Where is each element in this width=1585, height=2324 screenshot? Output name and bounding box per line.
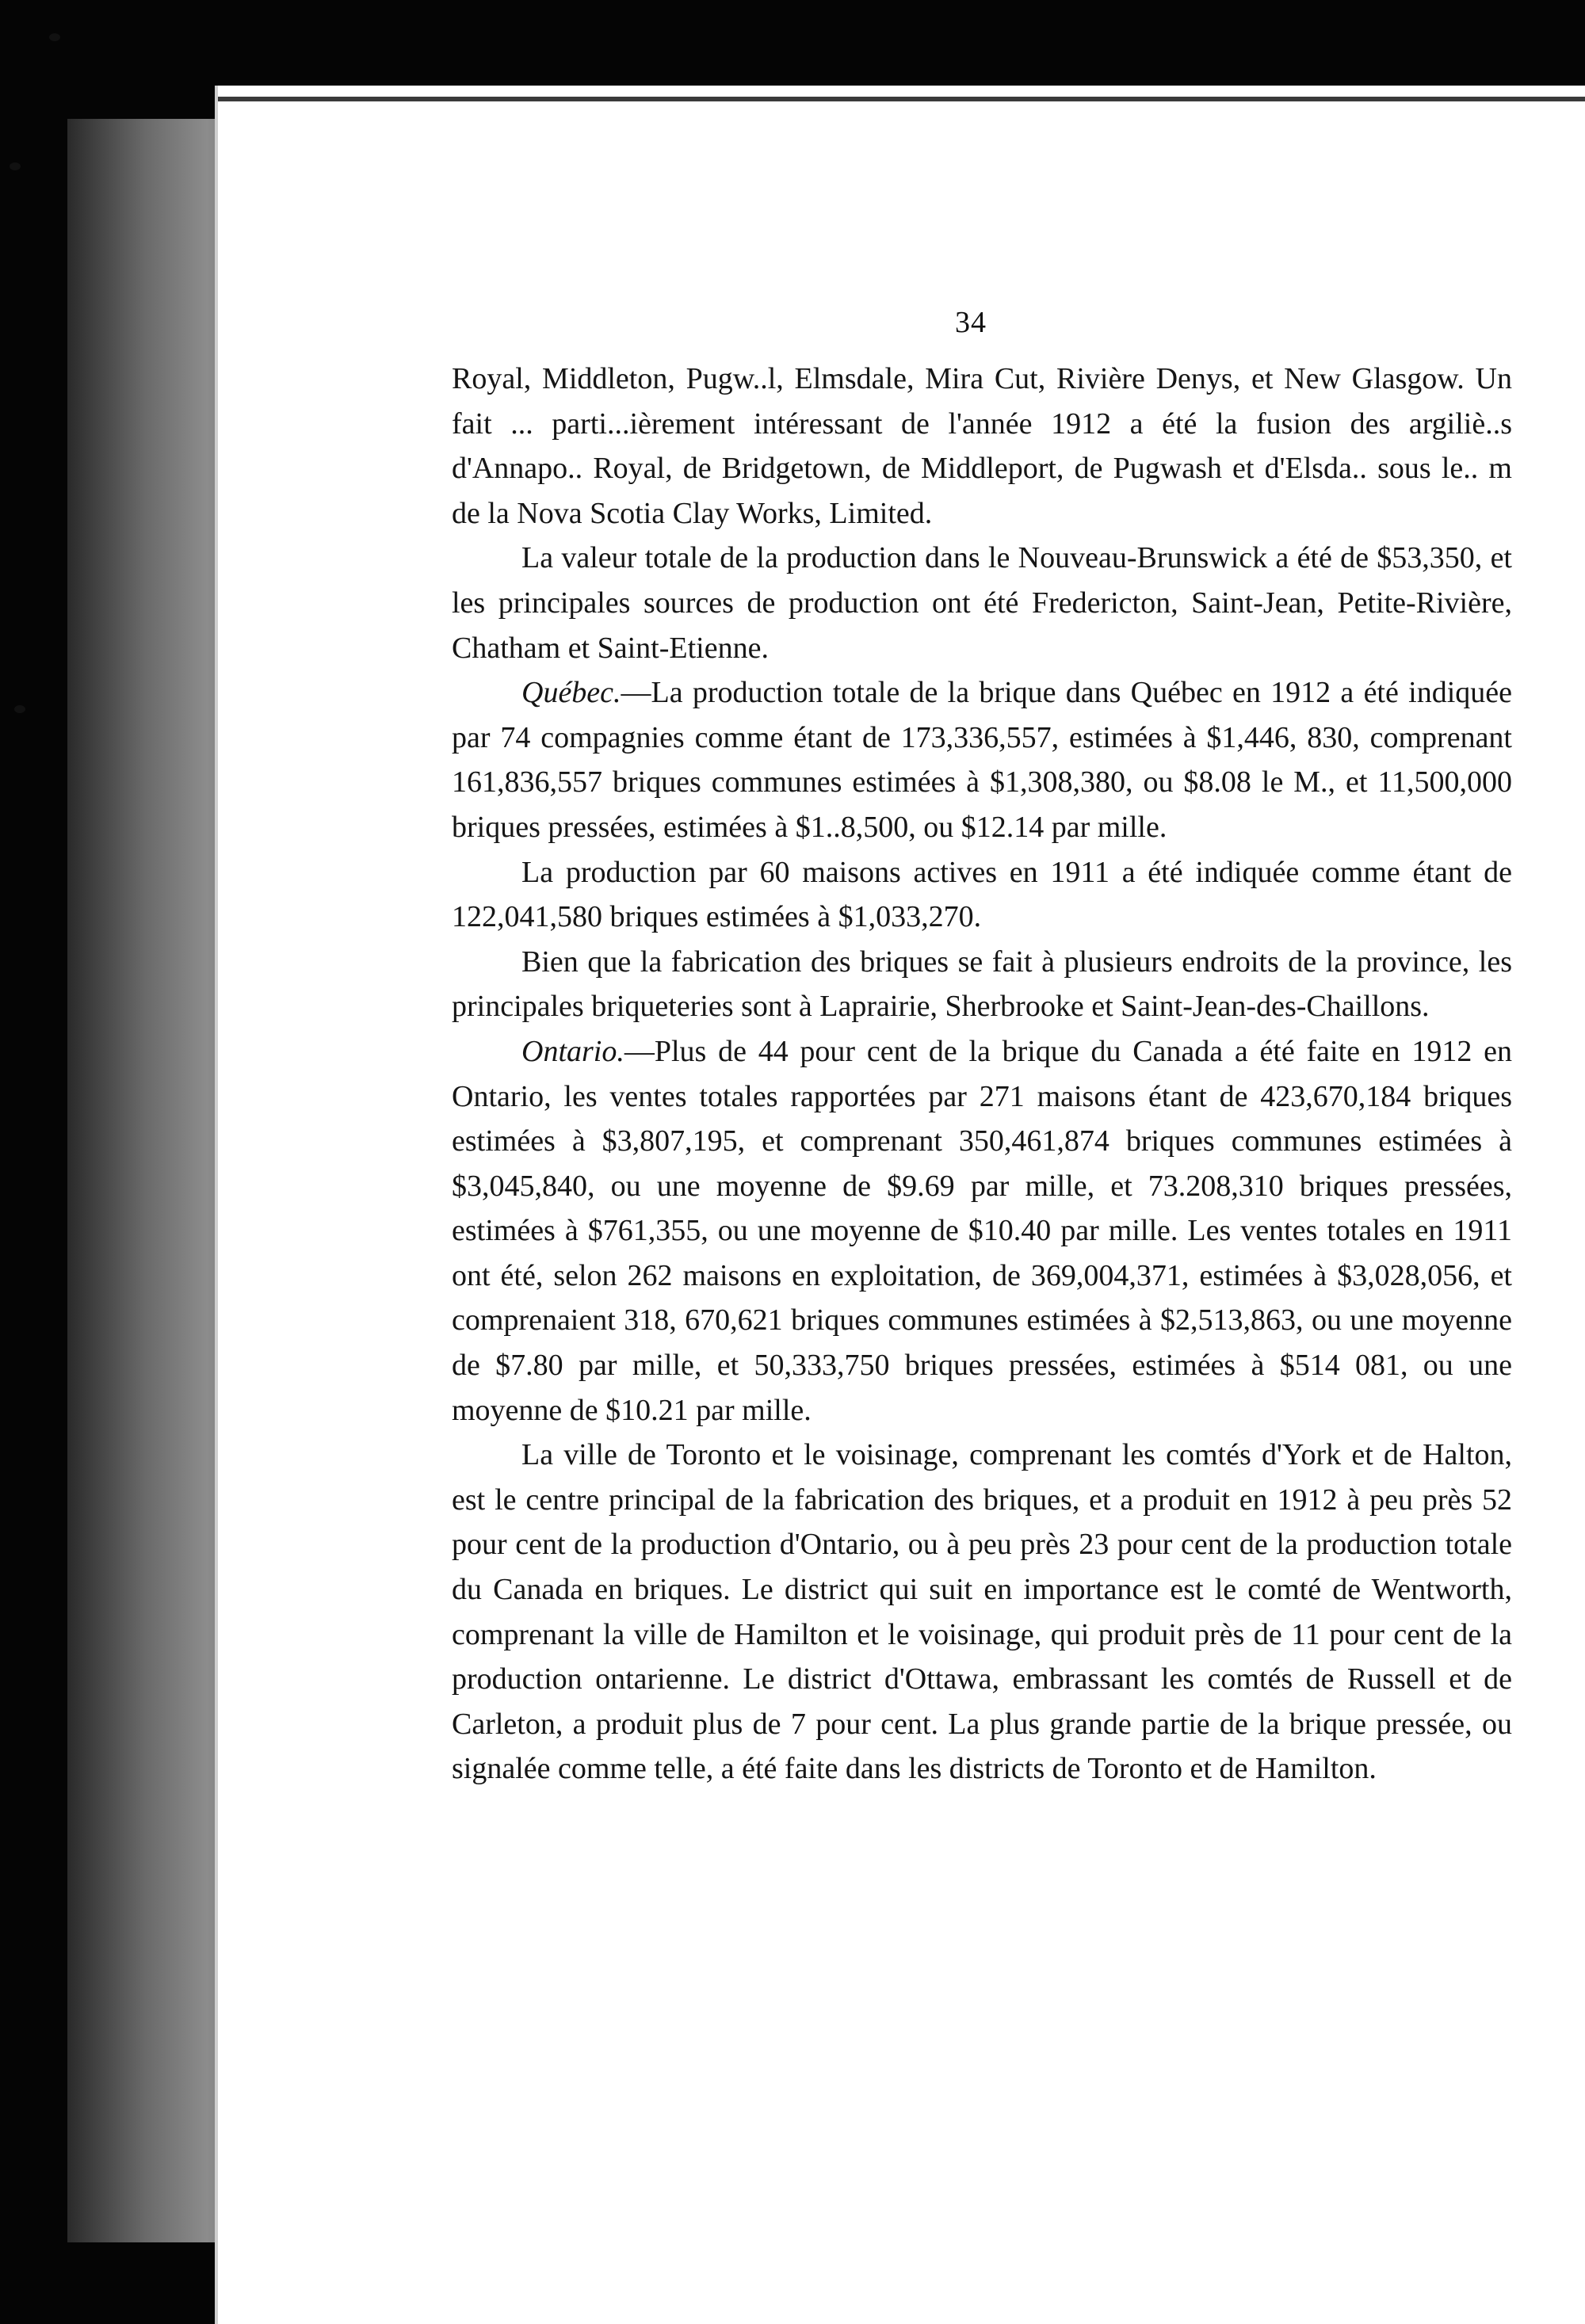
paragraph [452, 670, 1512, 849]
paragraph [452, 1029, 1512, 1433]
paragraph [452, 357, 1512, 536]
paragraph-text: Royal, Middleton, Pugw..l, Elmsdale, Mira Cut, Rivière Denys, et New Glasgow. Un fait ... parti...ièrement intéressant de l'année 1912 a été la fusion des argiliè..s d'Annapo.. Royal, de Bridgetown, de Middleport, de Pugwash et d'Elsda.. sous le.. m de la Nova Scotia Clay Works, Limited. [452, 362, 1512, 530]
page-number: 34 [955, 306, 987, 339]
paragraph [452, 940, 1512, 1029]
section-lead: Ontario. [521, 1034, 624, 1068]
underlying-page-edge [67, 119, 242, 2242]
scan-speck [14, 705, 25, 713]
scan-speck [10, 162, 21, 170]
paragraph [452, 850, 1512, 940]
paragraph-text: La production par 60 maisons actives en 1911 a été indiquée comme étant de 122,041,580 briques estimées à $1,033,270. [452, 855, 1512, 934]
scan-speck [49, 33, 60, 41]
paragraph-text: Bien que la fabrication des briques se fait à plusieurs endroits de la province, les principales briqueteries sont à Laprairie, Sherbrooke et Saint-Jean-des-Chaillons. [452, 944, 1512, 1024]
paragraph-text: —La production totale de la brique dans Québec en 1912 a été indiquée par 74 compagnies comme étant de 173,336,557, estimées à $1,446, 830, comprenant 161,836,557 briques communes estimées à $1,308,380, ou $8.08 le M., et 11,500,000 briques pressées, estimées à $1..8,500, ou $12.14 par mille. [452, 676, 1512, 844]
paragraph-text: La valeur totale de la production dans le Nouveau-Brunswick a été de $53,350, et les principales sources de production ont été Fredericton, Saint-Jean, Petite-Rivière, Chatham et Saint-Etienne. [452, 541, 1512, 665]
document-body [452, 357, 1512, 1792]
paragraph [452, 536, 1512, 670]
section-lead: Québec. [521, 676, 621, 710]
paragraph-text: —Plus de 44 pour cent de la brique du Canada a été faite en 1912 en Ontario, les ventes totales rapportées par 271 maisons étant de 423,670,184 briques estimées à $3,807,195, et comprenant 350,461,874 briques communes estimées à $3,045,840, ou une moyenne de $9.69 par mille, et 73.208,310 briques pressées, estimées à $761,355, ou une moyenne de $10.40 par mille. Les ventes totales en 1911 ont été, selon 262 maisons en exploitation, de 369,004,371, estimées à $3,028,056, et comprenaient 318, 670,621 briques communes estimées à $2,513,863, ou une moyenne de $7.80 par mille, et 50,333,750 briques pressées, estimées à $514 081, ou une moyenne de $10.21 par mille. [452, 1034, 1512, 1427]
page-top-edge [218, 97, 1585, 101]
paragraph [452, 1433, 1512, 1792]
paragraph-text: La ville de Toronto et le voisinage, comprenant les comtés d'York et de Halton, est le centre principal de la fabrication des briques, et a produit en 1912 à peu près 52 pour cent de la production d'Ontario, ou à peu près 23 pour cent de la production totale du Canada en briques. Le district qui suit en importance est le comté de Wentworth, comprenant la ville de Hamilton et le voisinage, qui produit près de 11 pour cent de la production ontarienne. Le district d'Ottawa, embrassant les comtés de Russell et de Carleton, a produit plus de 7 pour cent. La plus grande partie de la brique pressée, ou signalée comme telle, a été faite dans les districts de Toronto et de Hamilton. [452, 1438, 1512, 1786]
